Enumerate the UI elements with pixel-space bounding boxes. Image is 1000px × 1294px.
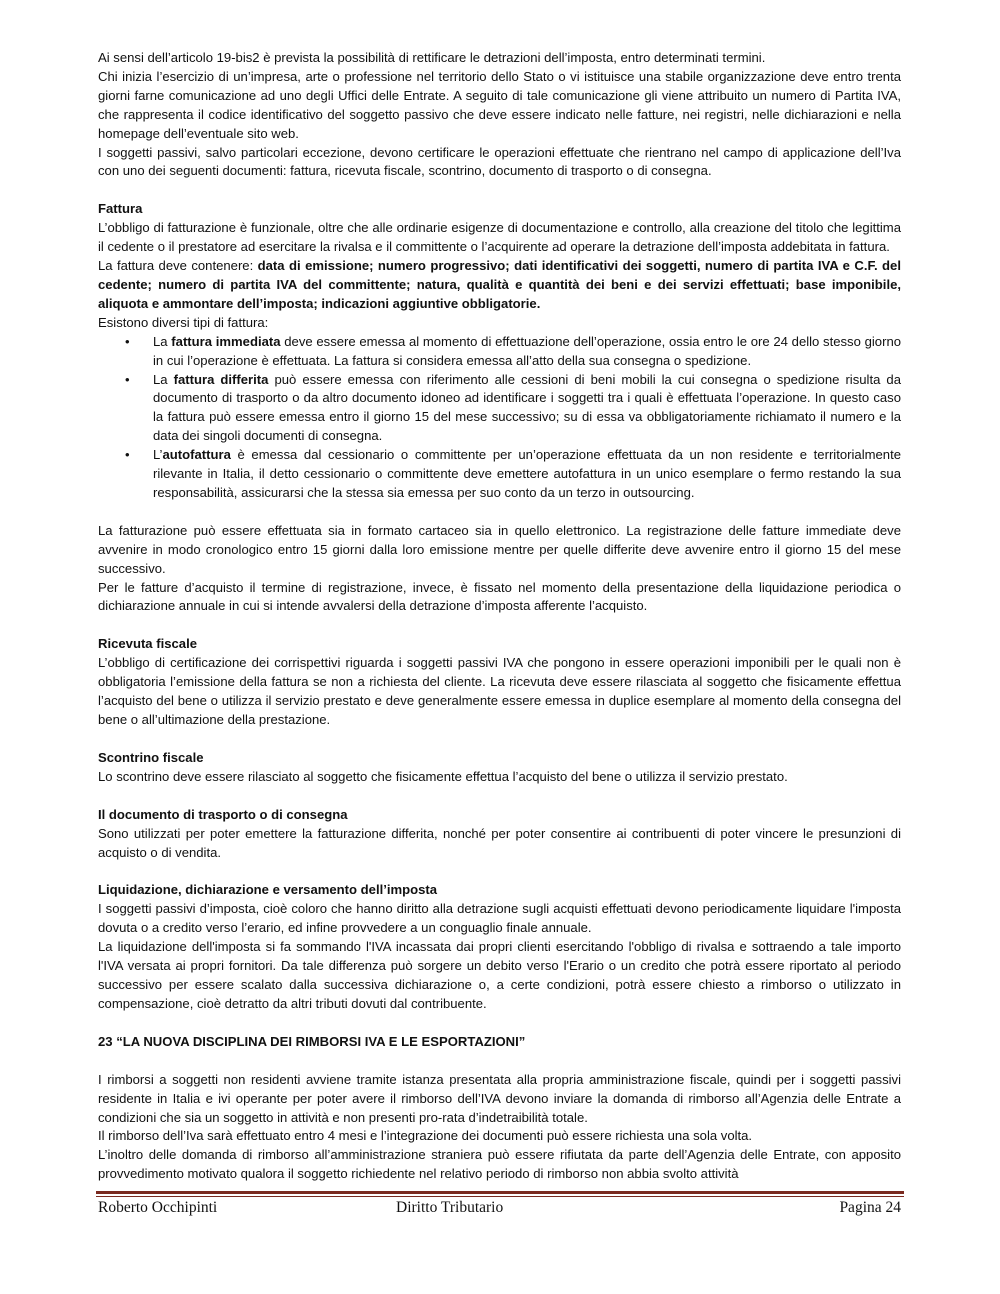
section-gap <box>98 1052 901 1071</box>
section-heading-scontrino: Scontrino fiscale <box>98 749 204 765</box>
fattura-contents-list: data di emissione; numero progressivo; dati identificativi dei soggetti, numero di partita IVA e C.F. del cedente; numero di partita IVA del committente; natura, qualità e quantità dei beni e dei servizi effettuati; base imponibile, aliquota e ammontare dell’imposta; indicazioni aggiuntive obbligatorie. <box>98 258 901 311</box>
intro-paragraph-2: Chi inizia l’esercizio di un’impresa, arte o professione nel territorio dello Stato o vi istituisce una stabile organizzazione deve entro trenta giorni farne comunicazione ad uno degli Uffici delle Entrate. A seguito di tale comunicazione gli viene attribuito un numero di Partita IVA, che rappresenta il codice identificativo del soggetto passivo che deve essere indicato nelle fatture, nei registri, nelle dichiarazioni e nella homepage dell’eventuale sito web. <box>98 68 901 141</box>
fattura-paragraph-after-2: Per le fatture d’acquisto il termine di registrazione, invece, è fissato nel momento della presentazione della liquidazione periodica o dichiarazione annuale in cui si intende avvalersi della detrazione d’imposta afferente l’acquisto. <box>98 579 901 614</box>
footer-divider-thick <box>96 1191 904 1194</box>
list-item-term: autofattura <box>162 447 231 463</box>
section-heading-trasporto: Il documento di trasporto o di consegna <box>98 806 348 822</box>
footer-divider-thin <box>96 1196 904 1197</box>
fattura-types-list <box>98 333 901 503</box>
liquidazione-paragraph-2: La liquidazione dell'imposta si fa sommando l'IVA incassata dai propri clienti esercitando l'obbligo di rivalsa e sottraendo a tale importo l'IVA versata ai propri fornitori. Da tale differenza può sorgere un debito verso l'Erario o un credito che potrà essere riportato al periodo successivo per essere scalato dalla successiva dichiarazione o, a certe condizioni, potrà essere chiesto a rimborso o utilizzato in compensazione, cioè detratto da altri tributi dovuti dal contribuente. <box>98 939 901 1011</box>
section-gap <box>98 1014 901 1033</box>
section-heading-liquidazione: Liquidazione, dichiarazione e versamento dell’imposta <box>98 882 438 898</box>
section-gap <box>98 181 901 200</box>
footer-subject: Diritto Tributario <box>396 1199 504 1216</box>
intro-paragraph-1: Ai sensi dell’articolo 19-bis2 è prevista la possibilità di rettificare le detrazioni dell’imposta, entro determinati termini. <box>98 50 766 65</box>
chapter-heading: 23 “LA NUOVA DISCIPLINA DEI RIMBORSI IVA E LE ESPORTAZIONI” <box>98 1033 526 1049</box>
fattura-paragraph-1: L’obbligo di fatturazione è funzionale, oltre che alle ordinarie esigenze di documentazione e controllo, alla creazione del titolo che legittima il cedente o il prestatore ad esercitare la rivalsa e il committente o l’acquirente ad operare la detrazione dell’imposta addebitata in fattura. <box>98 220 901 255</box>
scontrino-paragraph-1: Lo scontrino deve essere rilasciato al soggetto che fisicamente effettua l’acquisto del bene o utilizza il servizio prestato. <box>98 768 788 784</box>
fattura-paragraph-after-1: La fatturazione può essere effettuata sia in formato cartaceo sia in quello elettronico. La registrazione delle fatture immediate deve avvenire in modo cronologico entro 15 giorni dalla loro emissione mentre per quelle differite deve avvenire entro il giorno 15 del mese successivo. <box>98 522 901 576</box>
list-item-term: fattura differita <box>173 371 269 387</box>
page-body <box>98 49 901 1184</box>
footer-page-number: Pagina 24 <box>839 1199 901 1216</box>
footer-author: Roberto Occhipinti <box>98 1199 218 1216</box>
liquidazione-paragraph-1: I soggetti passivi d’imposta, cioè coloro che hanno diritto alla detrazione sugli acquisti effettuati devono periodicamente liquidare l'imposta dovuta o a credito verso l’erario, ed infine provvedere a un conguaglio finale annuale. <box>98 901 901 936</box>
section-gap <box>98 616 901 635</box>
section-gap <box>98 503 901 522</box>
list-item: • La fattura differita può essere emessa con riferimento alle cessioni di beni mobili la cui consegna o spedizione risulta da documento di trasporto o da altro documento idoneo ad identificare i soggetti tra i quali è effettuata l’operazione. In questo caso la fattura può essere emessa entro il giorno 15 del mese successivo; su di essa va obbligatoriamente richiamato il numero e la data dei singoli documenti di consegna. <box>125 371 901 444</box>
trasporto-paragraph-1: Sono utilizzati per poter emettere la fatturazione differita, nonché per poter consentire ai contribuenti di poter vincere le presunzioni di acquisto o di vendita. <box>98 825 901 860</box>
section-gap <box>98 787 901 806</box>
section-heading-ricevuta: Ricevuta fiscale <box>98 636 197 652</box>
list-item: • La fattura immediata deve essere emessa al momento di effettuazione dell’operazione, ossia entro le ore 24 dello stesso giorno in cui l’operazione è effettuata. La fattura si considera emessa all’atto della sua consegna o spedizione. <box>125 333 902 368</box>
section-gap <box>98 862 901 881</box>
fattura-contents-intro: La fattura deve contenere: <box>98 258 258 274</box>
list-item-term: fattura immediata <box>171 333 281 349</box>
chapter-paragraph-1: I rimborsi a soggetti non residenti avviene tramite istanza presentata alla propria amministrazione fiscale, quindi per i soggetti passivi residente in Italia e ivi operante per poter avere il rimborso dell’IVA devono inviare la domanda di rimborso all’Agenzia delle Entrate a condizioni che sia un soggetto in attività e non presenti pro-rata d’indetraibilità totale. <box>98 1071 901 1125</box>
section-heading-fattura: Fattura <box>98 201 143 217</box>
fattura-types-intro: Esistono diversi tipi di fattura: <box>98 314 269 330</box>
bullet-icon: • <box>125 333 130 349</box>
chapter-paragraph-3: L’inoltro delle domanda di rimborso all’amministrazione straniera può essere rifiutata da parte dell’Agenzia delle Entrate, con apposito provvedimento motivato qualora il soggetto richiedente nel relativo periodo di rimborso non abbia svolto attività <box>98 1147 901 1182</box>
bullet-icon: • <box>125 447 130 463</box>
chapter-paragraph-2: Il rimborso dell’Iva sarà effettuato entro 4 mesi e l’integrazione dei documenti può essere richiesta una sola volta. <box>98 1128 753 1144</box>
bullet-icon: • <box>125 371 130 387</box>
ricevuta-paragraph-1: L’obbligo di certificazione dei corrispettivi riguarda i soggetti passivi IVA che pongono in essere operazioni imponibili per le quali non è obbligatoria l’emissione della fattura se non a richiesta del cliente. La ricevuta deve essere rilasciata al soggetto che fisicamente effettua l’acquisto del bene o utilizza il servizio prestato e deve generalmente essere emessa in duplice esemplare al momento della consegna del bene o all’ultimazione della prestazione. <box>98 655 901 727</box>
list-item: • L’autofattura è emessa dal cessionario o committente per un’operazione effettuata da un non residente e territorialmente rilevante in Italia, il detto cessionario o committente deve emettere autofattura in un unico esemplare o fermo restando la sua responsabilità, assicurarsi che la stessa sia emessa per suo conto da un terzo in outsourcing. <box>125 447 901 500</box>
fattura-contents-paragraph <box>98 257 901 314</box>
section-gap <box>98 730 901 749</box>
intro-paragraph-3: I soggetti passivi, salvo particolari eccezione, devono certificare le operazioni effettuate che rientrano nel campo di applicazione dell’Iva con uno dei seguenti documenti: fattura, ricevuta fiscale, scontrino, documento di trasporto o di consegna. <box>98 144 901 179</box>
